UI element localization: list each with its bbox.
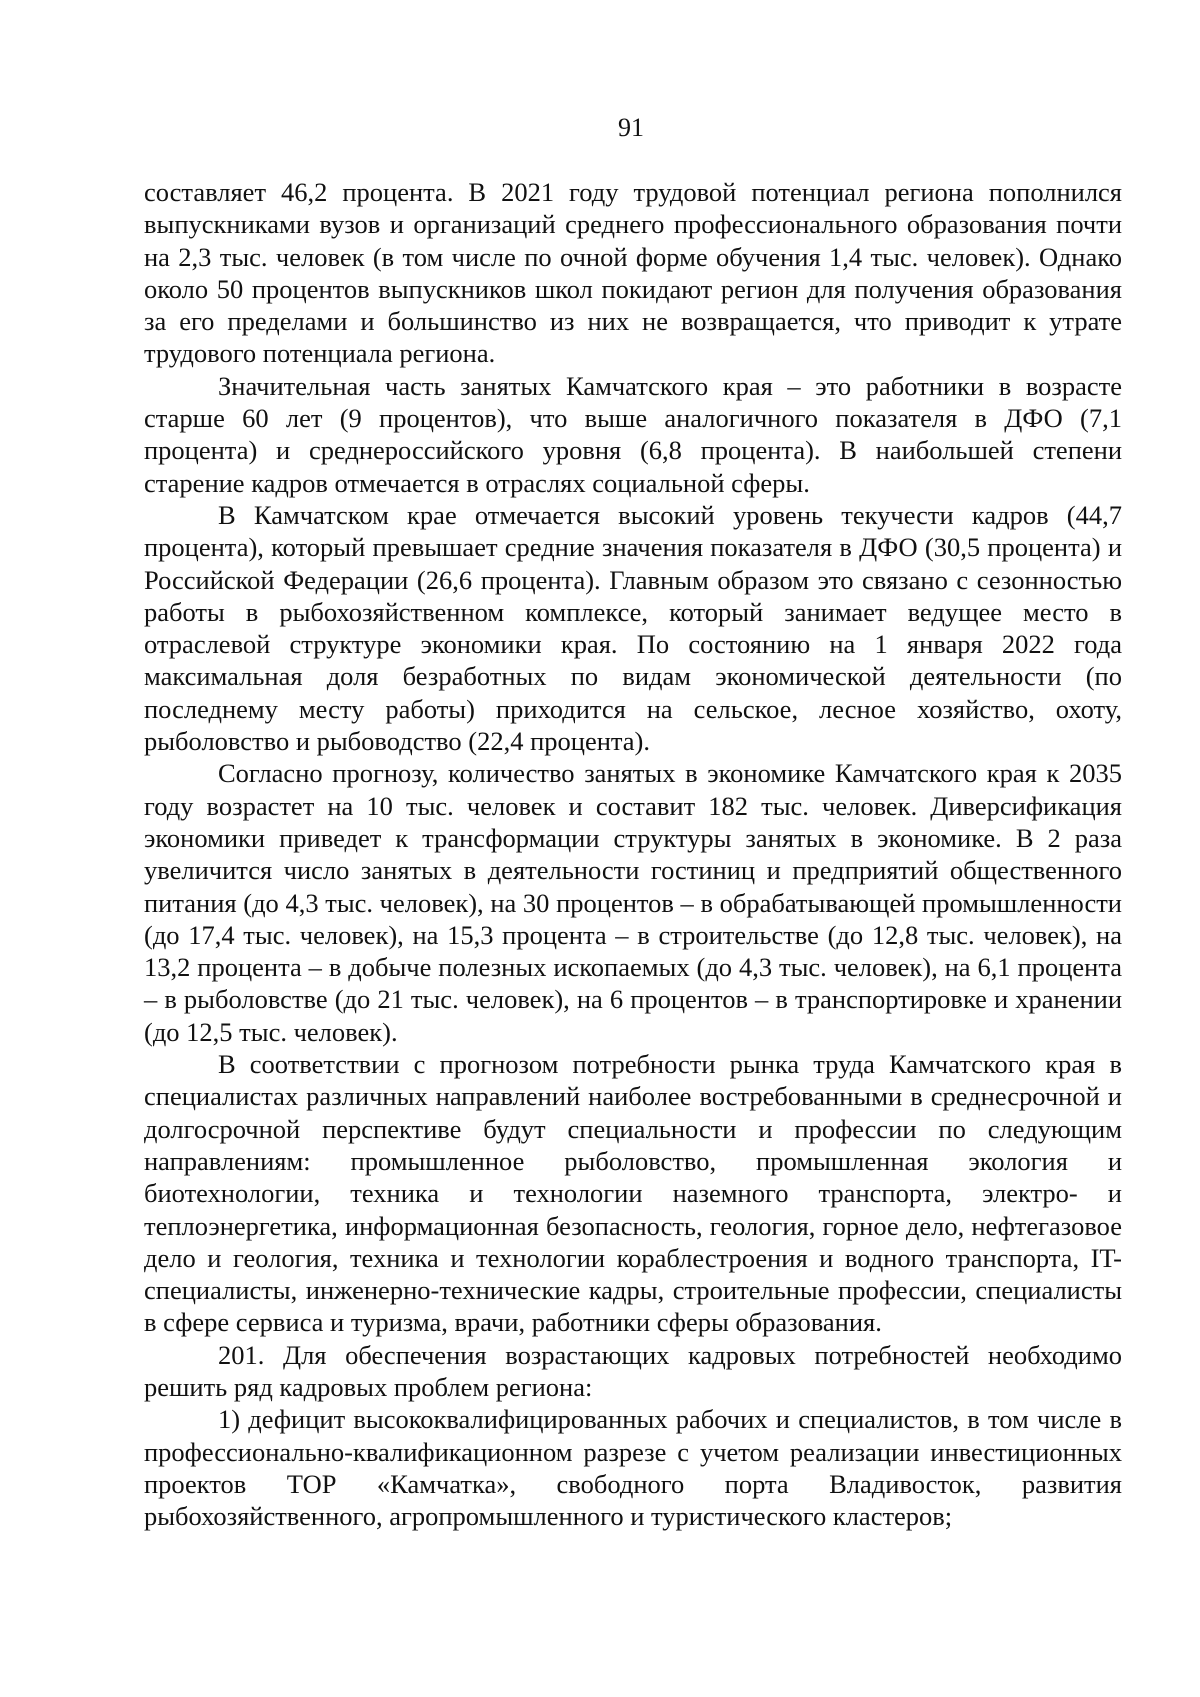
- page-number: 91: [618, 113, 644, 142]
- paragraph-demanded-professions: В соответствии с прогнозом потребности рынка труда Камчатского края в специалистах различных направлений наиболее востребованными в среднесрочной и долгосрочной перспективе будут специальности и профессии по следующим направлениям: промышленное рыболовство, промышленная экология и биотехнологии, техника и технологии наземного транспорта, электро- и теплоэнергетика, информационная безопасность, геология, горное дело, нефтегазовое дело и геология, техника и технологии кораблестроения и водного транспорта, IT-специалисты, инженерно-технические кадры, строительные профессии, специалисты в сфере сервиса и туризма, врачи, работники сферы образования.: [144, 1049, 1122, 1338]
- paragraph-continuation: составляет 46,2 процента. В 2021 году трудовой потенциал региона пополнился выпускниками вузов и организаций среднего профессионального образования почти на 2,3 тыс. человек (в том числе по очной форме обучения 1,4 тыс. человек). Однако около 50 процентов выпускников школ покидают регион для получения образования за его пределами и большинство из них не возвращается, что приводит к утрате трудового потенциала региона.: [144, 177, 1122, 369]
- paragraph-aging-workforce: Значительная часть занятых Камчатского края – это работники в возрасте старше 60 лет (9 процентов), что выше аналогичного показателя в ДФО (7,1 процента) и среднероссийского уровня (6,8 процента). В наибольшей степени старение кадров отмечается в отраслях социальной сферы.: [144, 370, 1122, 498]
- document-body: [144, 176, 1122, 1532]
- paragraph-staff-turnover: В Камчатском крае отмечается высокий уровень текучести кадров (44,7 процента), который превышает средние значения показателя в ДФО (30,5 процента) и Российской Федерации (26,6 процента). Главным образом это связано с сезонностью работы в рыбохозяйственном комплексе, который занимает ведущее место в отраслевой структуре экономики края. По состоянию на 1 января 2022 года максимальная доля безработных по видам экономической деятельности (по последнему месту работы) приходится на сельское, лесное хозяйство, охоту, рыболовство и рыбоводство (22,4 процента).: [144, 499, 1122, 757]
- list-item-1: 1) дефицит высококвалифицированных рабочих и специалистов, в том числе в профессионально-квалификационном разрезе с учетом реализации инвестиционных проектов ТОР «Камчатка», свободного порта Владивосток, развития рыбохозяйственного, агропромышленного и туристического кластеров;: [144, 1404, 1122, 1532]
- paragraph-employment-forecast: Согласно прогнозу, количество занятых в экономике Камчатского края к 2035 году возрастет на 10 тыс. человек и составит 182 тыс. человек. Диверсификация экономики приведет к трансформации структуры занятых в экономике. В 2 раза увеличится число занятых в деятельности гостиниц и предприятий общественного питания (до 4,3 тыс. человек), на 30 процентов – в обрабатывающей промышленности (до 17,4 тыс. человек), на 15,3 процента – в строительстве (до 12,8 тыс. человек), на 13,2 процента – в добыче полезных ископаемых (до 4,3 тыс. человек), на 6,1 процента – в рыболовстве (до 21 тыс. человек), на 6 процентов – в транспортировке и хранении (до 12,5 тыс. человек).: [144, 758, 1122, 1047]
- paragraph-item-201: 201. Для обеспечения возрастающих кадровых потребностей необходимо решить ряд кадровых проблем региона:: [144, 1339, 1122, 1402]
